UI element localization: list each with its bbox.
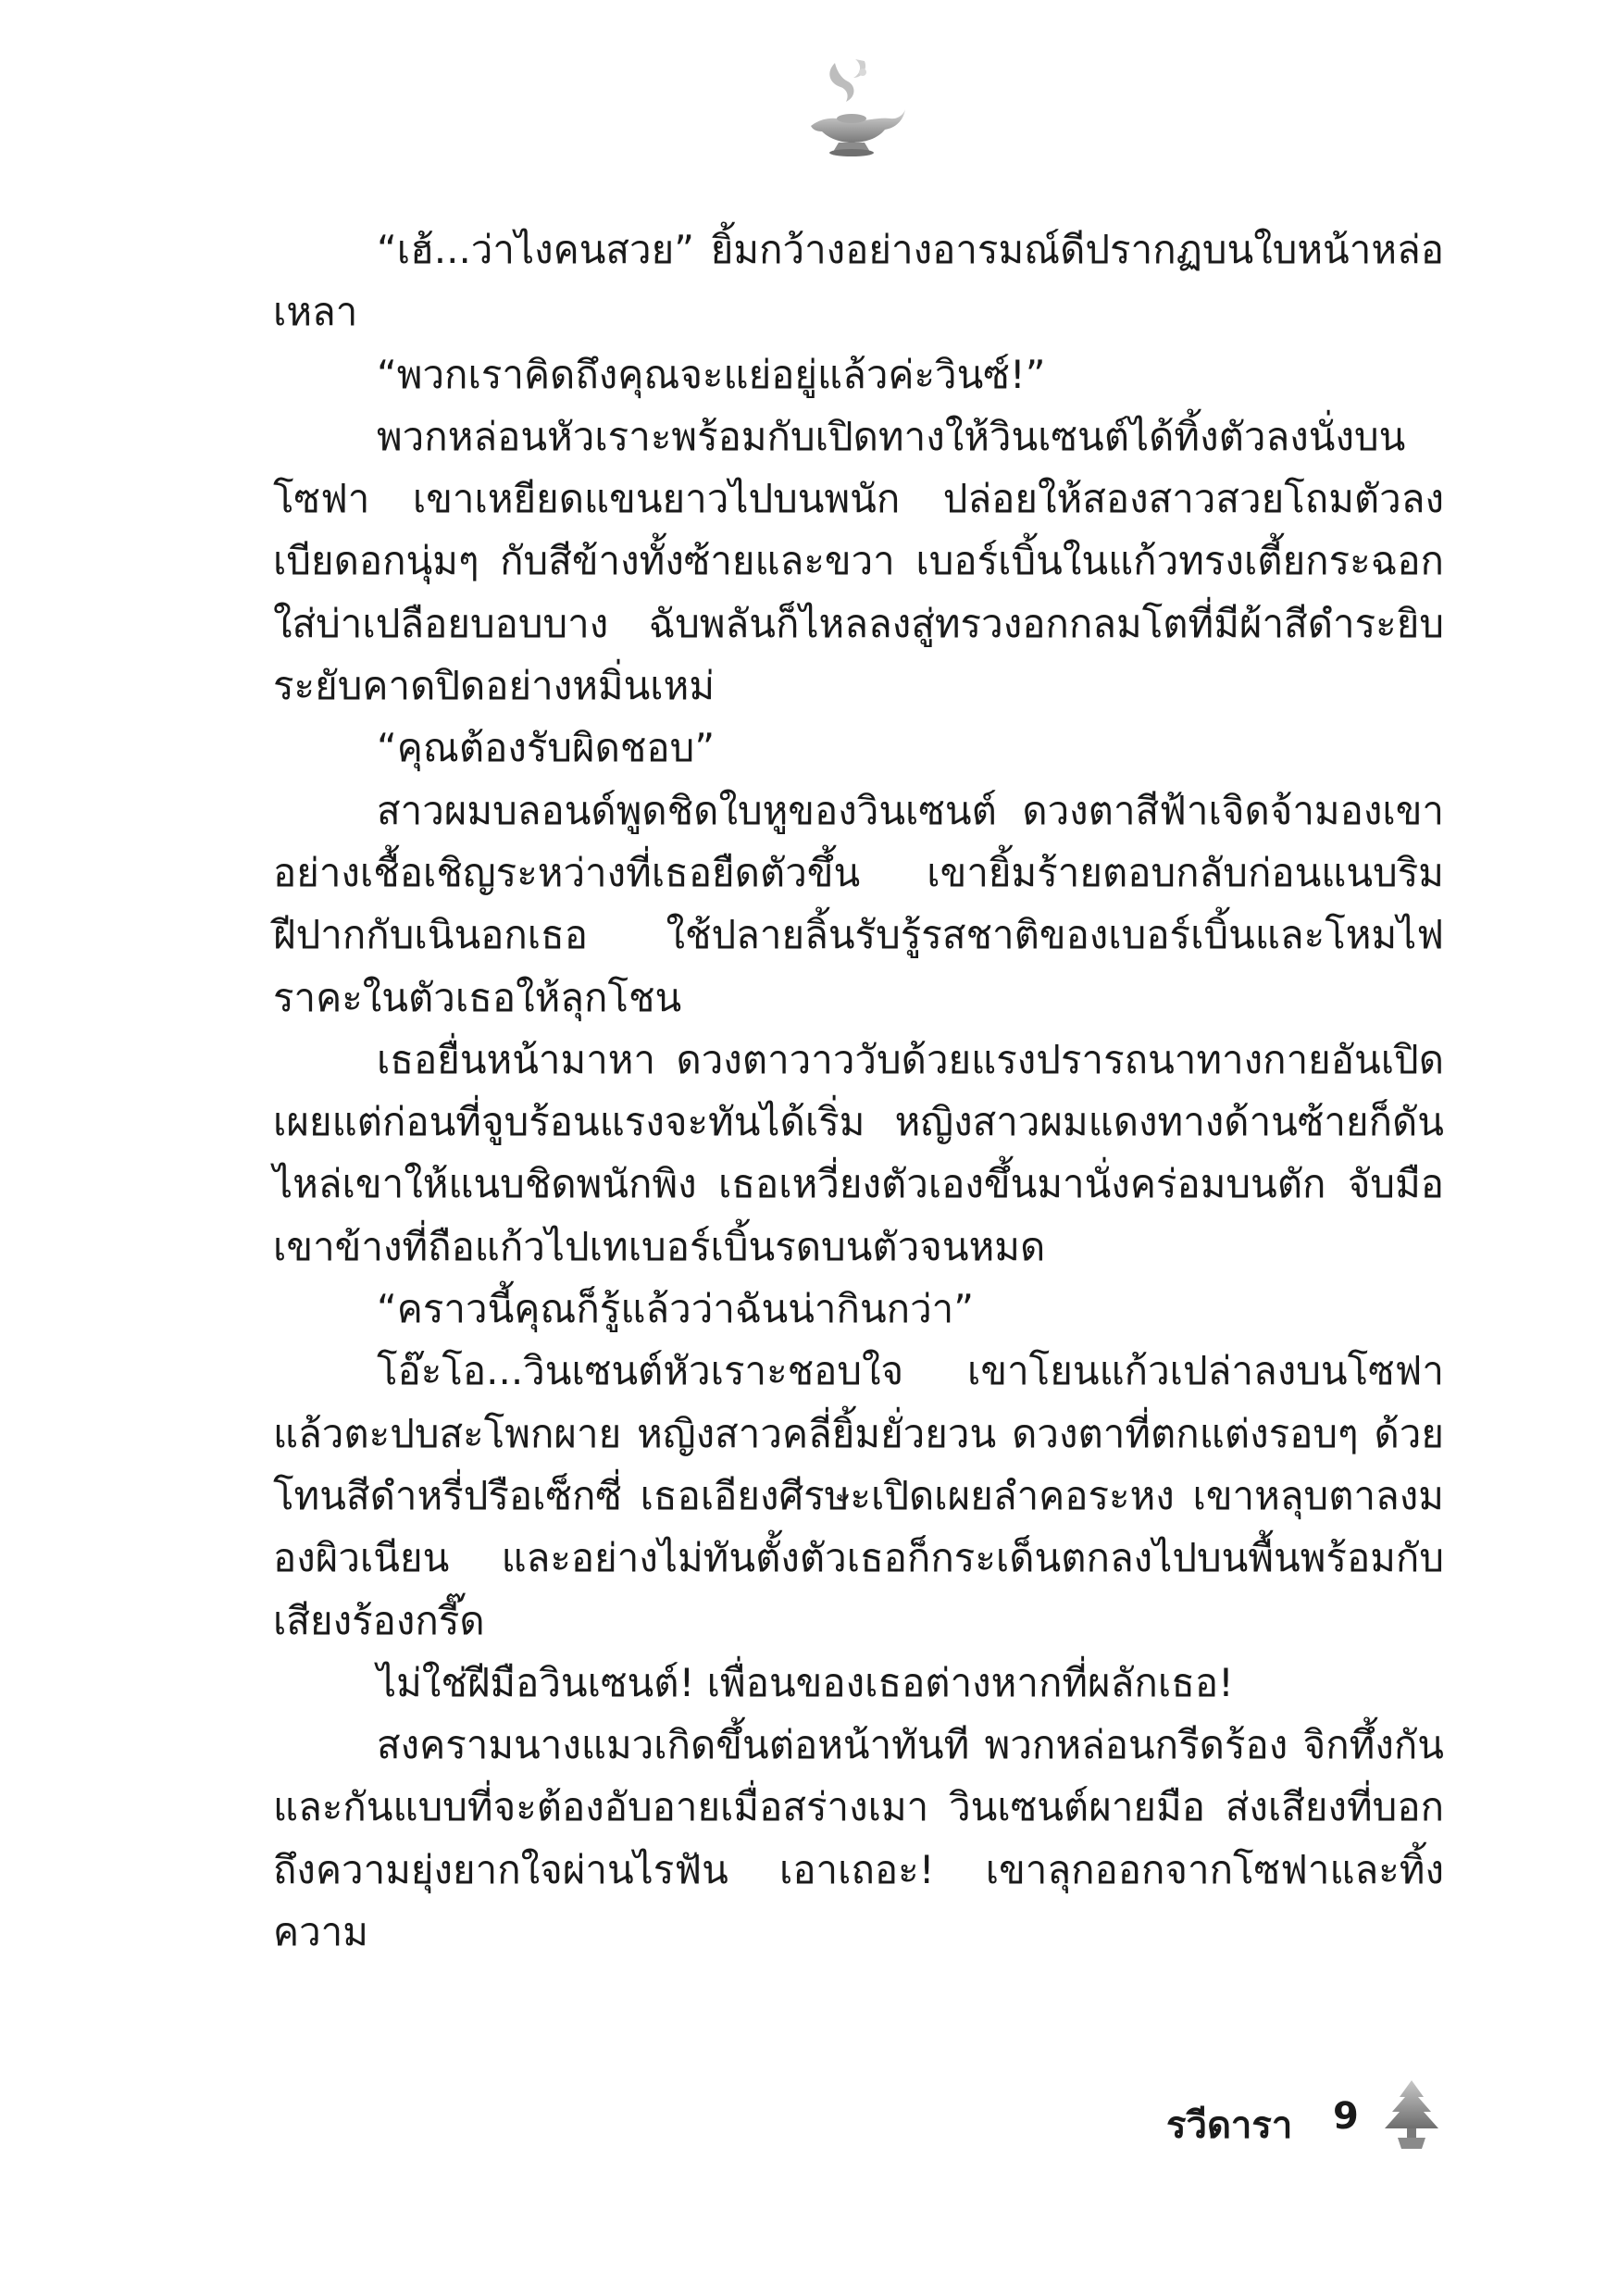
paragraph: สาวผมบลอนด์พูดชิดใบหูของวินเซนต์ ดวงตาสีฟ้าเจิดจ้ามองเขาอย่างเชื้อเชิญระหว่างที่เธอยืดตัวขึ้น เขายิ้มร้ายตอบกลับก่อนแนบริมฝีปากกับเนินอกเธอ ใช้ปลายลิ้นรับรู้รสชาติของเบอร์เบิ้นและโหมไฟราคะในตัวเธอให้ลุกโชน [273, 787, 1444, 1020]
page-number: 9 [1333, 2095, 1359, 2138]
paragraph: “คุณต้องรับผิดชอบ” [377, 725, 716, 771]
paragraph: พวกหล่อนหัวเราะพร้อมกับเปิดทางให้วินเซนต์ได้ทิ้งตัวลงนั่งบนโซฟา เขาเหยียดแขนยาวไปบนพนัก ปล่อยให้สองสาวสวยโถมตัวลงเบียดอกนุ่มๆ กับสีข้างทั้งซ้ายและขวา เบอร์เบิ้นในแก้วทรงเตี้ยกระฉอกใส่บ่าเปลือยบอบบาง ฉับพลันก็ไหลลงสู่ทรวงอกกลมโตที่มีผ้าสีดำระยิบระยับคาดปิดอย่างหมิ่นเหม่ [273, 413, 1444, 709]
paragraph: “เฮ้...ว่าไงคนสวย” ยิ้มกว้างอย่างอารมณ์ดีปรากฏบนใบหน้าหล่อเหลา [273, 227, 1444, 335]
paragraph: “คราวนี้คุณก็รู้แล้วว่าฉันน่ากินกว่า” [377, 1286, 975, 1332]
author-name: รวีดารา [1166, 2104, 1293, 2147]
paragraph: ไม่ใช่ฝีมือวินเซนต์! เพื่อนของเธอต่างหากที่ผลักเธอ! [377, 1659, 1234, 1705]
paragraph: เธอยื่นหน้ามาหา ดวงตาวาววับด้วยแรงปรารถนาทางกายอันเปิดเผยแต่ก่อนที่จูบร้อนแรงจะทันได้เริ่ม หญิงสาวผมแดงทางด้านซ้ายก็ดันไหล่เขาให้แนบชิดพนักพิง เธอเหวี่ยงตัวเองขึ้นมานั่งคร่อมบนตัก จับมือเขาข้างที่ถือแก้วไปเทเบอร์เบิ้นรดบนตัวจนหมด [273, 1036, 1444, 1269]
pine-tree-icon [1381, 2078, 1442, 2152]
page-footer [1166, 2078, 1444, 2162]
paragraph: โอ๊ะโอ...วินเซนต์หัวเราะชอบใจ เขาโยนแก้วเปล่าลงบนโซฟาแล้วตะปบสะโพกผาย หญิงสาวคลี่ยิ้มยั่วยวน ดวงตาที่ตกแต่งรอบๆ ด้วยโทนสีดำหรี่ปรือเซ็กซี่ เธอเอียงศีรษะเปิดเผยลำคอระหง เขาหลุบตาลงมองผิวเนียน และอย่างไม่ทันตั้งตัวเธอก็กระเด็นตกลงไปบนพื้นพร้อมกับเสียงร้องกรี๊ด [273, 1348, 1444, 1643]
body-text [273, 218, 1444, 1963]
paragraph: “พวกเราคิดถึงคุณจะแย่อยู่แล้วค่ะวินซ์!” [377, 351, 1046, 397]
paragraph: สงครามนางแมวเกิดขึ้นต่อหน้าทันที พวกหล่อนกรีดร้อง จิกทึ้งกันและกันแบบที่จะต้องอับอายเมื่อสร่างเมา วินเซนต์ผายมือ ส่งเสียงที่บอกถึงความยุ่งยากใจผ่านไรฟัน เอาเถอะ! เขาลุกออกจากโซฟาและทิ้งความ [273, 1722, 1444, 1955]
genie-lamp-icon [798, 54, 909, 165]
